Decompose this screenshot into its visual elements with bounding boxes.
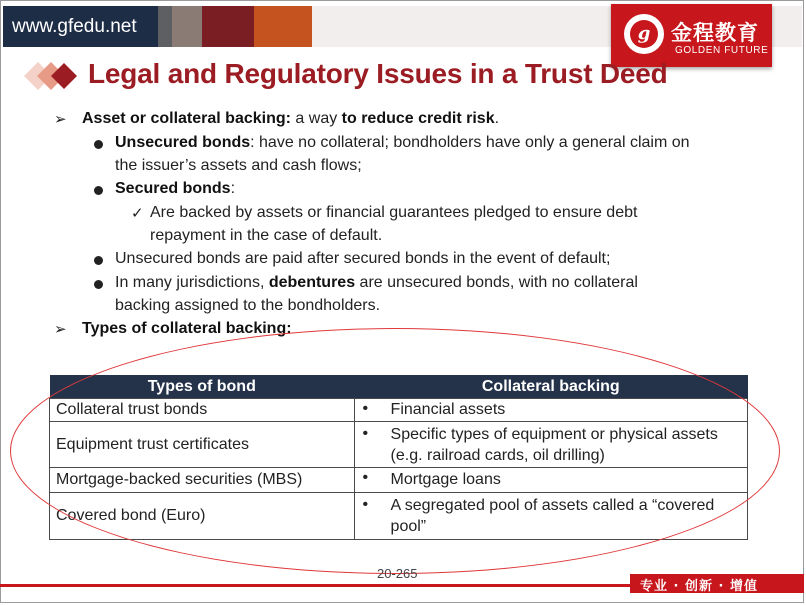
- secured-bonds-heading: Secured bonds:: [115, 180, 236, 197]
- bullet-dot-icon: [94, 140, 103, 149]
- band-block-5: [312, 6, 611, 47]
- bullet-dot-icon: [94, 186, 103, 195]
- header-collateral-backing: Collateral backing: [354, 375, 747, 399]
- bullet-icon: •: [362, 496, 369, 513]
- table-row: [50, 493, 748, 540]
- secured-check-line2: repayment in the case of default.: [150, 227, 383, 244]
- point-asset-backing: Asset or collateral backing: a way to reduce credit risk.: [82, 110, 500, 127]
- arrow-bullet-icon: ➢: [54, 111, 67, 128]
- point-collateral-types: Types of collateral backing:: [82, 320, 292, 337]
- debentures-line2: backing assigned to the bondholders.: [115, 297, 381, 314]
- cell-bond-type: Covered bond (Euro): [50, 493, 355, 540]
- page-number: 20-265: [377, 566, 418, 581]
- header-types-of-bond: Types of bond: [50, 375, 355, 399]
- bullet-icon: •: [362, 400, 369, 417]
- cell-backing: • Financial assets: [354, 399, 747, 422]
- site-url[interactable]: www.gfedu.net: [12, 16, 137, 37]
- debentures-line1: In many jurisdictions, debentures are unsecured bonds, with no collateral: [115, 274, 638, 291]
- site-url-banner[interactable]: [3, 6, 158, 47]
- bullet-dot-icon: [94, 280, 103, 289]
- band-block-4: [254, 6, 312, 47]
- check-icon: ✓: [131, 205, 144, 222]
- bullet-icon: •: [362, 425, 369, 442]
- cell-bond-type: Collateral trust bonds: [50, 399, 355, 422]
- logo-english: GOLDEN FUTURE: [675, 45, 769, 56]
- bullet-icon: •: [362, 469, 369, 486]
- title-diamonds-icon: [24, 60, 84, 92]
- collateral-table: [49, 375, 748, 540]
- logo-chinese: 金程教育: [671, 21, 759, 45]
- band-block-6: [772, 6, 802, 47]
- cell-backing: • Mortgage loans: [354, 468, 747, 493]
- cell-backing: • Specific types of equipment or physical assets (e.g. railroad cards, oil drilling): [354, 422, 747, 468]
- bullet-dot-icon: [94, 256, 103, 265]
- cell-bond-type: Mortgage-backed securities (MBS): [50, 468, 355, 493]
- secured-check-line1: Are backed by assets or financial guarantees pledged to ensure debt: [150, 204, 638, 221]
- table-header-row: [50, 375, 748, 399]
- slide-title: Legal and Regulatory Issues in a Trust Deed: [88, 58, 668, 89]
- table-row: [50, 468, 748, 493]
- cell-backing: • A segregated pool of assets called a “covered pool”: [354, 493, 747, 540]
- band-block-1: [158, 6, 172, 47]
- unsecured-bonds-line1: Unsecured bonds: have no collateral; bondholders have only a general claim on: [115, 134, 690, 151]
- arrow-bullet-icon: ➢: [54, 321, 67, 338]
- table-row: [50, 422, 748, 468]
- footer-slogan: 专业 · 创新 · 增值: [640, 579, 758, 594]
- band-block-3: [202, 6, 254, 47]
- unsecured-bonds-line2: the issuer’s assets and cash flows;: [115, 157, 362, 174]
- unsecured-paid-after-line: Unsecured bonds are paid after secured bonds in the event of default;: [115, 250, 611, 267]
- band-block-2: [172, 6, 202, 47]
- seal-icon: g: [624, 14, 664, 54]
- cell-bond-type: Equipment trust certificates: [50, 422, 355, 468]
- table-row: [50, 399, 748, 422]
